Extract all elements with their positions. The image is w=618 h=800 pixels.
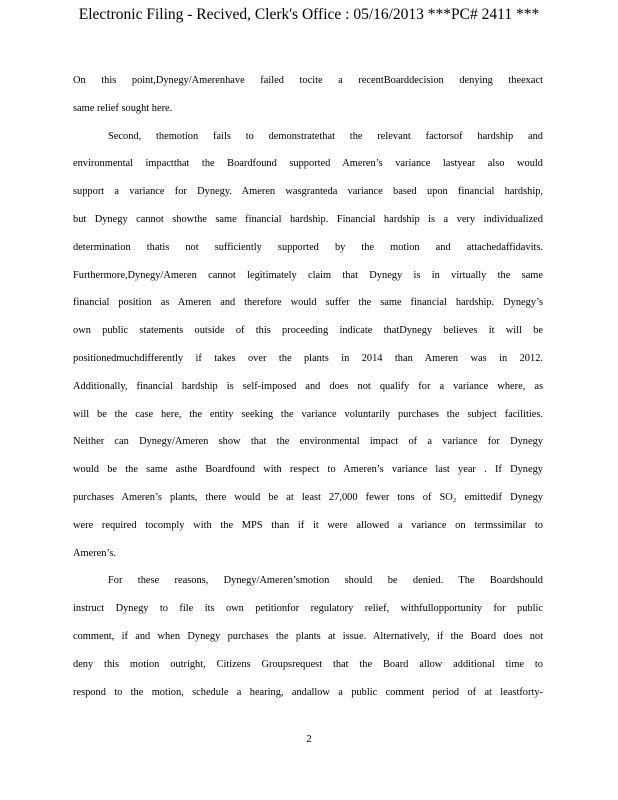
text-line: Ameren’s. [73, 547, 116, 559]
text-line: own public statements outside of this proceeding indicate thatDynegy believes it will be [73, 325, 543, 337]
text-line: Additionally, financial hardship is self-imposed and does not qualify for a variance where, as [73, 380, 543, 392]
text-line: would be the same asthe Boardfound with respect to Ameren’s variance last year . If Dynegy [73, 464, 543, 476]
text-line: but Dynegy cannot showthe same financial hardship. Financial hardship is a very individualized [73, 213, 543, 225]
text-line: will be the case here, the entity seeking the variance voluntarily purchases the subject facilities. [73, 408, 543, 420]
paragraph-first-line: Second, themotion fails to demonstratethat the relevant factorsof hardship and [108, 130, 543, 142]
text-line: respond to the motion, schedule a hearing, andallow a public comment period of at leastforty- [73, 686, 543, 698]
text-line: support a variance for Dynegy. Ameren wasgranteda variance based upon financial hardship, [73, 186, 543, 198]
text-line: determination thatis not sufficiently supported by the motion and attachedaffidavits. [73, 241, 543, 253]
text-line: Furthermore,Dynegy/Ameren cannot legitimately claim that Dynegy is in virtually the same [73, 269, 543, 281]
text-line: were required tocomply with the MPS than if it were allowed a variance on termssimilar to [73, 519, 543, 531]
filing-stamp-header: Electronic Filing - Recived, Clerk's Office : 05/16/2013 ***PC# 2411 *** [78, 6, 540, 23]
text-line: instruct Dynegy to file its own petitionfor regulatory relief, withfullopportunity for public [73, 603, 543, 615]
text-line: Neither can Dynegy/Ameren show that the environmental impact of a variance for Dynegy [73, 436, 543, 448]
text-line: positionedmuchdifferently if takes over the plants in 2014 than Ameren was in 2012. [73, 352, 543, 364]
text-line: On this point,Dynegy/Amerenhave failed tocite a recentBoarddecision denying theexact [73, 75, 543, 86]
document-body [73, 67, 543, 706]
text-line: deny this motion outright, Citizens Groupsrequest that the Board allow additional time to [73, 658, 543, 670]
paragraph-first-line: For these reasons, Dynegy/Ameren’smotion should be denied. The Boardshould [108, 575, 543, 587]
text-line: comment, if and when Dynegy purchases the plants at issue. Alternatively, if the Board does not [73, 630, 543, 642]
text-line: environmental impactthat the Boardfound supported Ameren’s variance lastyear also would [73, 158, 543, 170]
text-line: financial position as Ameren and therefore would suffer the same financial hardship. Dynegy’s [73, 297, 543, 309]
page-number: 2 [306, 733, 312, 745]
text-line: purchases Ameren’s plants, there would be at least 27,000 fewer tons of SO₂ emittedif Dynegy [73, 491, 543, 503]
text-line: same relief sought here. [73, 102, 173, 114]
